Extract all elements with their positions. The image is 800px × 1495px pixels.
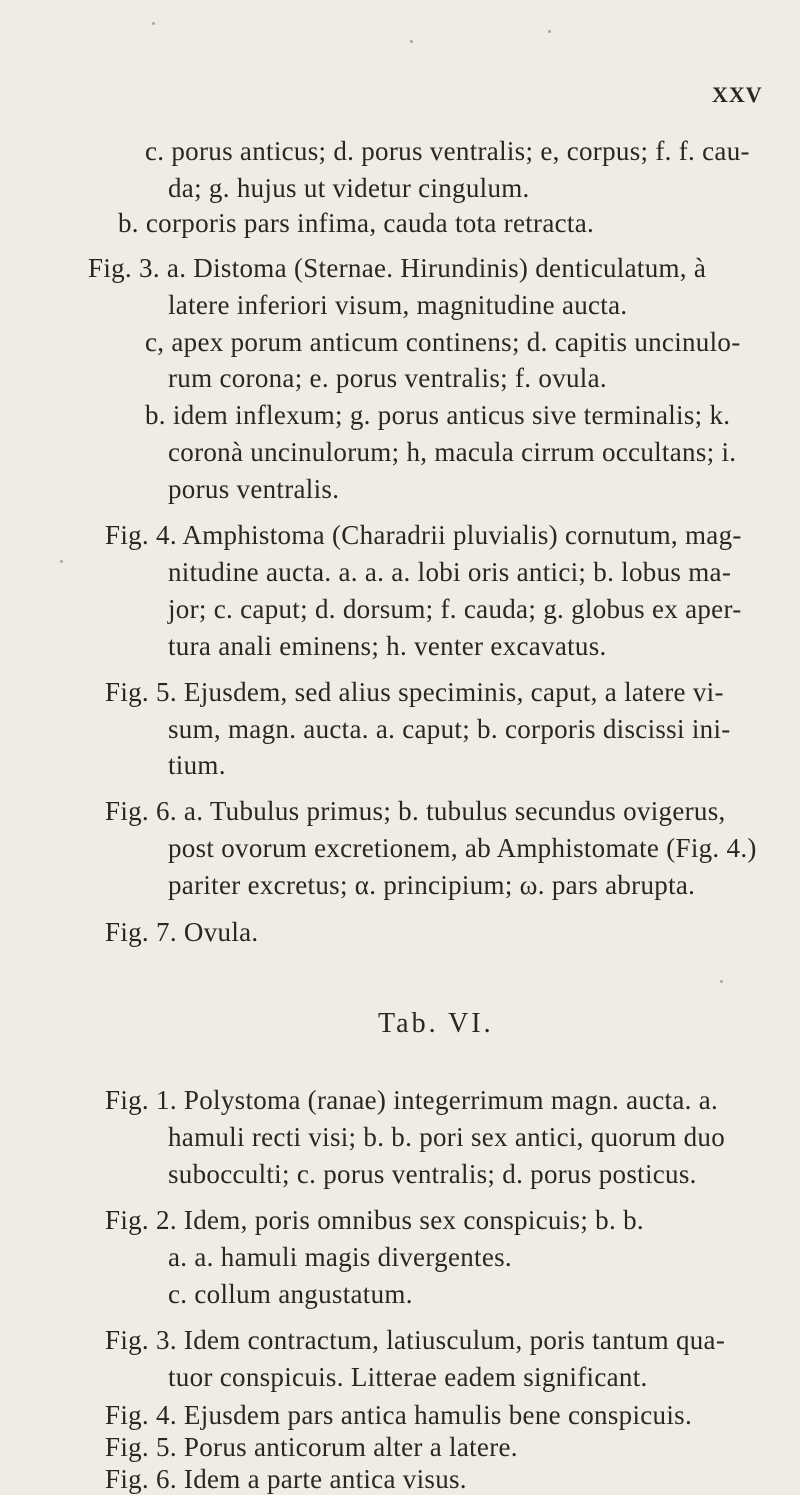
text-line: Fig. 6. a. Tubulus primus; b. tubulus secundus ovigerus, [105,796,726,826]
text-line: sum, magn. aucta. a. caput; b. corporis discissi ini- [168,714,731,744]
paper-speck [240,1380,243,1383]
text-line: c, apex porum anticum continens; d. capitis uncinulo- [145,327,741,357]
text-line: tium. [168,750,226,780]
text-line: coronà uncinulorum; h, macula cirrum occultans; i. [168,437,737,467]
text-line: c. porus anticus; d. porus ventralis; e, corpus; f. f. cau- [145,136,750,166]
text-line: Fig. 7. Ovula. [105,917,259,947]
text-line: latere inferiori visum, magnitudine aucta. [168,290,628,320]
text-line: Fig. 5. Ejusdem, sed alius speciminis, caput, a latere vi- [105,677,724,707]
text-line: a. a. hamuli magis divergentes. [168,1242,512,1272]
text-line: da; g. hujus ut videtur cingulum. [168,173,530,203]
paper-speck [152,22,155,25]
text-line: jor; c. caput; d. dorsum; f. cauda; g. globus ex aper- [168,594,742,624]
paper-speck [548,30,551,33]
text-line: Fig. 4. Ejusdem pars antica hamulis bene conspicuis. [105,1400,692,1430]
text-line: Fig. 3. a. Distoma (Sternae. Hirundinis) denticulatum, à [88,253,707,283]
text-line: Fig. 2. Idem, poris omnibus sex conspicuis; b. b. [105,1205,644,1235]
folio-number: XXV [712,82,763,107]
text-line: porus ventralis. [168,474,340,504]
text-line: nitudine aucta. a. a. a. lobi oris antici; b. lobus ma- [168,557,732,587]
text-line: post ovorum excretionem, ab Amphistomate (Fig. 4.) [168,833,757,863]
text-line: Fig. 1. Polystoma (ranae) integerrimum magn. aucta. a. [105,1085,719,1115]
paper-speck [410,40,413,43]
text-line: hamuli recti visi; b. b. pori sex antici, quorum duo [168,1122,726,1152]
plate-heading: Tab. VI. [378,1008,494,1039]
paper-speck [60,560,63,563]
text-line: b. idem inflexum; g. porus anticus sive terminalis; k. [145,400,731,430]
text-line: Fig. 5. Porus anticorum alter a latere. [105,1432,518,1462]
text-line: tura anali eminens; h. venter excavatus. [168,631,607,661]
text-line: subocculti; c. porus ventralis; d. porus posticus. [168,1159,697,1189]
text-line: Fig. 3. Idem contractum, latiusculum, poris tantum qua- [105,1325,726,1355]
text-line: c. collum angustatum. [168,1279,413,1309]
paper-speck [720,980,723,983]
text-line: Fig. 6. Idem a parte antica visus. [105,1464,467,1494]
text-line: pariter excretus; α. principium; ω. pars abrupta. [168,870,696,900]
text-line: b. corporis pars infima, cauda tota retracta. [118,208,595,238]
text-line: rum corona; e. porus ventralis; f. ovula. [168,363,607,393]
text-line: tuor conspicuis. Litterae eadem significant. [168,1362,648,1392]
text-line: Fig. 4. Amphistoma (Charadrii pluvialis) cornutum, mag- [105,520,742,550]
